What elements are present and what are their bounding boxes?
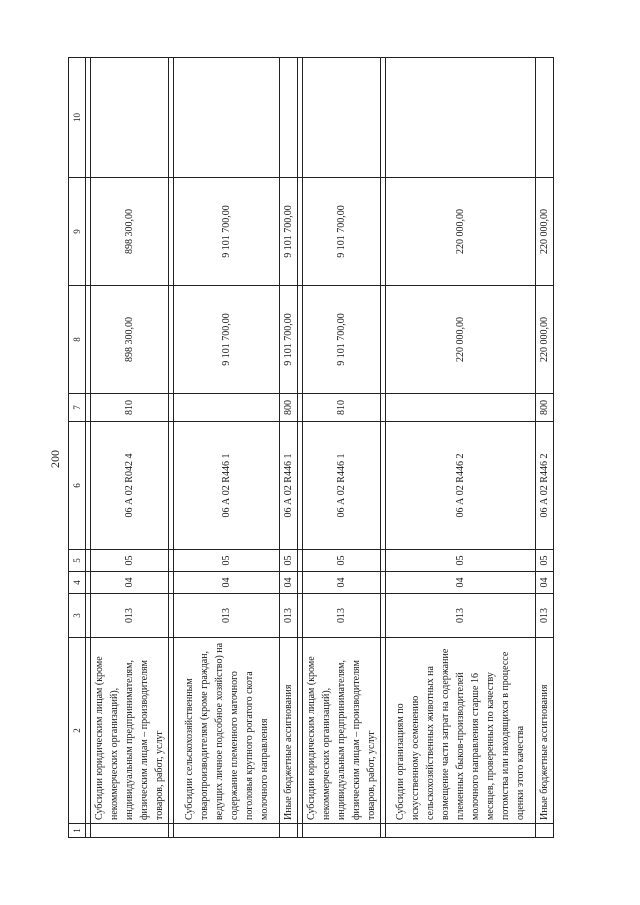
table-row	[280, 58, 298, 838]
table-rotation-wrapper	[68, 58, 548, 838]
cell-ministry-code: 013	[303, 594, 381, 638]
table-row	[536, 58, 554, 838]
cell-target-article: 06 А 02 R446 1	[174, 422, 280, 550]
cell-expense-type: 810	[91, 394, 169, 422]
column-header: 2	[69, 638, 86, 824]
cell-section: 04	[303, 572, 381, 594]
cell-target-article: 06 А 02 R446 1	[303, 422, 381, 550]
cell-amount-col10	[174, 58, 280, 178]
budget-table	[68, 57, 554, 838]
cell-amount-col8: 9 101 700,00	[174, 286, 280, 394]
column-header: 8	[69, 286, 86, 394]
column-header: 6	[69, 422, 86, 550]
cell-amount-col10	[303, 58, 381, 178]
row-description: Иные бюджетные ассигнования	[280, 638, 298, 824]
cell-amount-col10	[536, 58, 554, 178]
cell-amount-col10	[91, 58, 169, 178]
cell-section: 04	[536, 572, 554, 594]
cell-amount-col9: 9 101 700,00	[303, 178, 381, 286]
cell-target-article: 06 А 02 R446 2	[386, 422, 536, 550]
cell-section: 04	[280, 572, 298, 594]
cell-amount-col10	[386, 58, 536, 178]
cell-ministry-code: 013	[386, 594, 536, 638]
row-description: Субсидии сельскохозяйственным товаропроизводителям (кроме граждан, ведущих личное подсобное хозяйство) на содержание племенного маточного поголовья крупного рогатого скота молочного направления	[174, 638, 280, 824]
cell-amount-col8: 220 000,00	[536, 286, 554, 394]
cell-target-article: 06 А 02 R042 4	[91, 422, 169, 550]
cell-expense-type: 800	[280, 394, 298, 422]
cell-amount-col9: 220 000,00	[386, 178, 536, 286]
cell-expense-type	[174, 394, 280, 422]
cell-target-article: 06 А 02 R446 1	[280, 422, 298, 550]
cell-amount-col8: 220 000,00	[386, 286, 536, 394]
cell-section: 04	[386, 572, 536, 594]
cell-subsection: 05	[91, 550, 169, 572]
row-description: Субсидии юридическим лицам (кроме некоммерческих организаций), индивидуальным предпринимателям, физическим лицам – производителям товаров, работ, услуг	[303, 638, 381, 824]
cell-ministry-code: 013	[536, 594, 554, 638]
cell-section: 04	[174, 572, 280, 594]
cell-amount-col9: 220 000,00	[536, 178, 554, 286]
cell-amount-col10	[280, 58, 298, 178]
cell-subsection: 05	[303, 550, 381, 572]
cell-expense-type: 810	[303, 394, 381, 422]
cell-expense-type	[386, 394, 536, 422]
row-description: Иные бюджетные ассигнования	[536, 638, 554, 824]
row-description: Субсидии юридическим лицам (кроме некоммерческих организаций), индивидуальным предпринимателям, физическим лицам – производителям товаров, работ, услуг	[91, 638, 169, 824]
table-row	[386, 58, 536, 838]
cell-amount-col9: 9 101 700,00	[280, 178, 298, 286]
column-header: 4	[69, 572, 86, 594]
column-header: 7	[69, 394, 86, 422]
cell-subsection: 05	[174, 550, 280, 572]
cell-amount-col9: 898 300,00	[91, 178, 169, 286]
cell-amount-col8: 9 101 700,00	[280, 286, 298, 394]
column-header: 9	[69, 178, 86, 286]
cell-amount-col9: 9 101 700,00	[174, 178, 280, 286]
column-header: 3	[69, 594, 86, 638]
cell-subsection: 05	[536, 550, 554, 572]
table-row	[91, 58, 169, 838]
page-number: 200	[48, 450, 62, 468]
cell-section: 04	[91, 572, 169, 594]
column-header: 5	[69, 550, 86, 572]
cell-target-article: 06 А 02 R446 2	[536, 422, 554, 550]
cell-amount-col8: 898 300,00	[91, 286, 169, 394]
table-row	[174, 58, 280, 838]
cell-ministry-code: 013	[280, 594, 298, 638]
row-description: Субсидии организациям по искусственному осеменению сельскохозяйственных животных на возмещение части затрат на содержание племенных быков-производителей молочного направления старше 16 месяцев, проверенных по качеству потомства или находящихся в процессе оценки этого качества	[386, 638, 536, 824]
cell-amount-col8: 9 101 700,00	[303, 286, 381, 394]
cell-subsection: 05	[280, 550, 298, 572]
table-rotated-frame	[68, 58, 548, 838]
table-row	[303, 58, 381, 838]
cell-ministry-code: 013	[174, 594, 280, 638]
cell-expense-type: 800	[536, 394, 554, 422]
column-header-row	[69, 58, 86, 838]
column-header: 1	[69, 824, 86, 838]
cell-ministry-code: 013	[91, 594, 169, 638]
cell-subsection: 05	[386, 550, 536, 572]
column-header: 10	[69, 58, 86, 178]
